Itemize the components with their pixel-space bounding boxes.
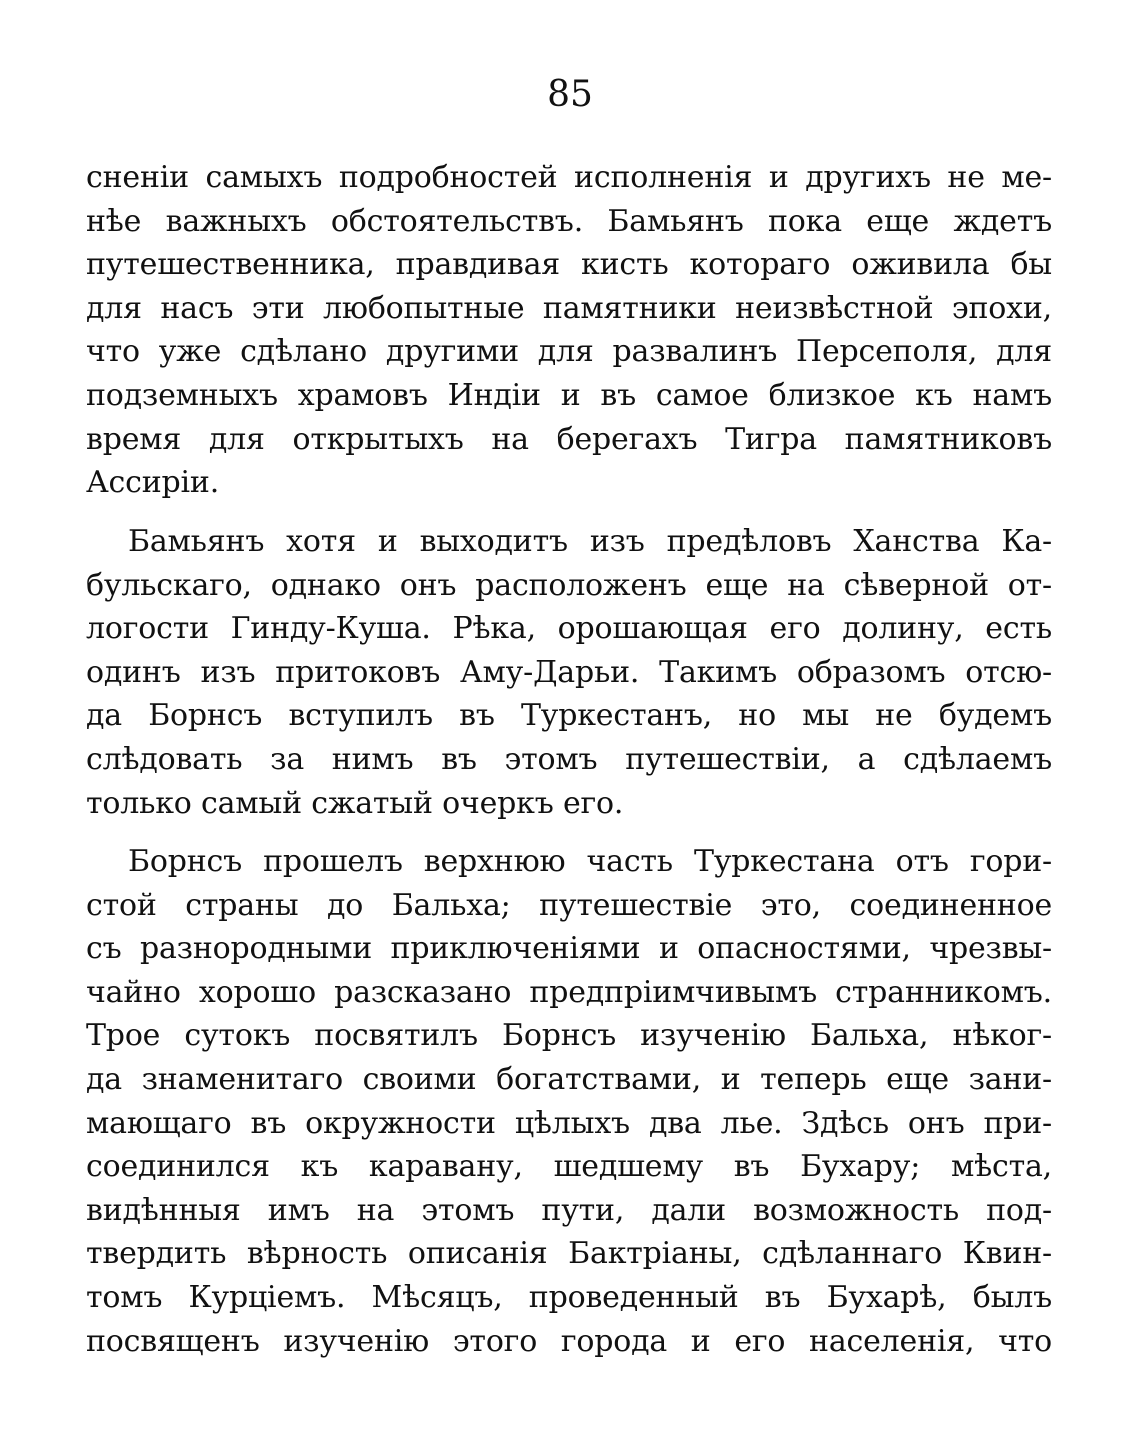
text-line: Борнсъ прошелъ верхнюю часть Туркестана отъ гори-: [128, 844, 1052, 879]
text-line: видѣнныя имъ на этомъ пути, дали возможность под-: [86, 1192, 1052, 1228]
paragraph-1: [86, 156, 1052, 505]
text-line: время для открытыхъ на берегахъ Тигра памятниковъ: [86, 421, 1052, 457]
text-line: твердить вѣрность описанiя Бактрiаны, сдѣланнаго Квин-: [86, 1236, 1052, 1272]
text-line: что уже сдѣлано другими для развалинъ Персеполя, для: [86, 334, 1052, 370]
text-line: съ разнородными приключенiями и опасностями, чрезвы-: [86, 931, 1052, 967]
text-line: логости Гинду-Куша. Рѣка, орошающая его долину, есть: [86, 611, 1052, 647]
text-line: томъ Курцiемъ. Мѣсяцъ, проведенный въ Бухарѣ, былъ: [86, 1279, 1052, 1315]
text-line: путешественника, правдивая кисть котораго оживила бы: [86, 247, 1052, 283]
text-line: только самый сжатый очеркъ его.: [86, 785, 624, 821]
text-line: мающаго въ окружности цѣлыхъ два лье. Здѣсь онъ при-: [86, 1105, 1052, 1141]
text-line: одинъ изъ притоковъ Аму-Дарьи. Такимъ образомъ отсю-: [86, 654, 1052, 690]
text-line: соединился къ каравану, шедшему въ Бухару; мѣста,: [86, 1149, 1052, 1185]
text-line: слѣдовать за нимъ въ этомъ путешествiи, а сдѣлаемъ: [86, 741, 1052, 777]
text-line: Трое сутокъ посвятилъ Борнсъ изученiю Бальха, нѣког-: [86, 1018, 1052, 1054]
text-line: да знаменитаго своими богатствами, и теперь еще зани-: [86, 1061, 1052, 1097]
text-line: бульскаго, однако онъ расположенъ еще на сѣверной от-: [86, 567, 1052, 603]
text-line: подземныхъ храмовъ Индiи и въ самое близкое къ намъ: [86, 377, 1052, 413]
text-line: стой страны до Бальха; путешествiе это, соединенное: [86, 887, 1052, 923]
paragraph-2: [86, 520, 1052, 825]
text-line: посвященъ изученiю этого города и его населенiя, что: [86, 1323, 1052, 1359]
text-line: Бамьянъ хотя и выходитъ изъ предѣловъ Ханства Ка-: [128, 524, 1052, 559]
text-line: да Борнсъ вступилъ въ Туркестанъ, но мы не будемъ: [86, 698, 1052, 734]
text-line: для насъ эти любопытные памятники неизвѣстной эпохи,: [86, 290, 1052, 326]
paragraph-3: [86, 840, 1052, 1363]
text-line: чайно хорошо разсказано предпрiимчивымъ странникомъ.: [86, 974, 1052, 1010]
text-line: снeнiи самыхъ подробностей исполненiя и другихъ не ме-: [86, 160, 1052, 195]
text-line: нѣе важныхъ обстоятельствъ. Бамьянъ пока еще ждетъ: [86, 203, 1052, 239]
page-number: 85: [547, 74, 593, 115]
text-line: Ассирiи.: [86, 465, 220, 501]
